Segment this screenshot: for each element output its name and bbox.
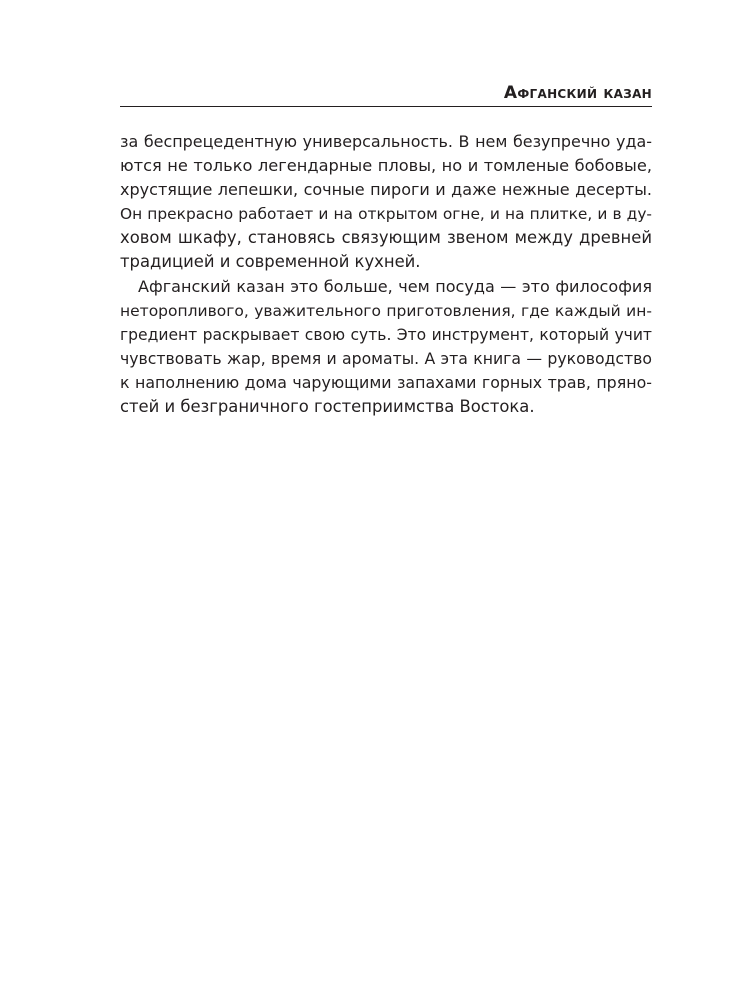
header-rule	[120, 106, 652, 107]
paragraph-1	[120, 130, 652, 275]
paragraph-2	[120, 275, 652, 420]
text-line: Афганский казан это больше, чем посуда — это философия	[138, 276, 652, 296]
running-head-title: Афганский казан	[503, 83, 652, 103]
text-line: стей и безграничного гостеприимства Востока.	[120, 397, 535, 417]
text-line: Он прекрасно работает и на открытом огне, и на плитке, и в ду-	[120, 205, 652, 224]
text-line: к наполнению дома чарующими запахами горных трав, пряно-	[120, 372, 652, 392]
text-line: неторопливого, уважительного приготовления, где каждый ин-	[120, 301, 652, 320]
text-line: ются не только легендарные пловы, но и томленые бобовые,	[120, 156, 652, 176]
text-line: гредиент раскрывает свою суть. Это инструмент, который учит	[120, 325, 652, 344]
text-line: чувствовать жар, время и ароматы. А эта книга — руководство	[120, 348, 652, 368]
text-line: за беспрецедентную универсальность. В нем безупречно уда-	[120, 132, 652, 151]
text-line: хрустящие лепешки, сочные пироги и даже нежные десерты.	[120, 180, 652, 200]
text-line: традицией и современной кухней.	[120, 252, 421, 272]
body-text	[120, 130, 652, 419]
text-line: ховом шкафу, становясь связующим звеном между древней	[120, 228, 652, 248]
